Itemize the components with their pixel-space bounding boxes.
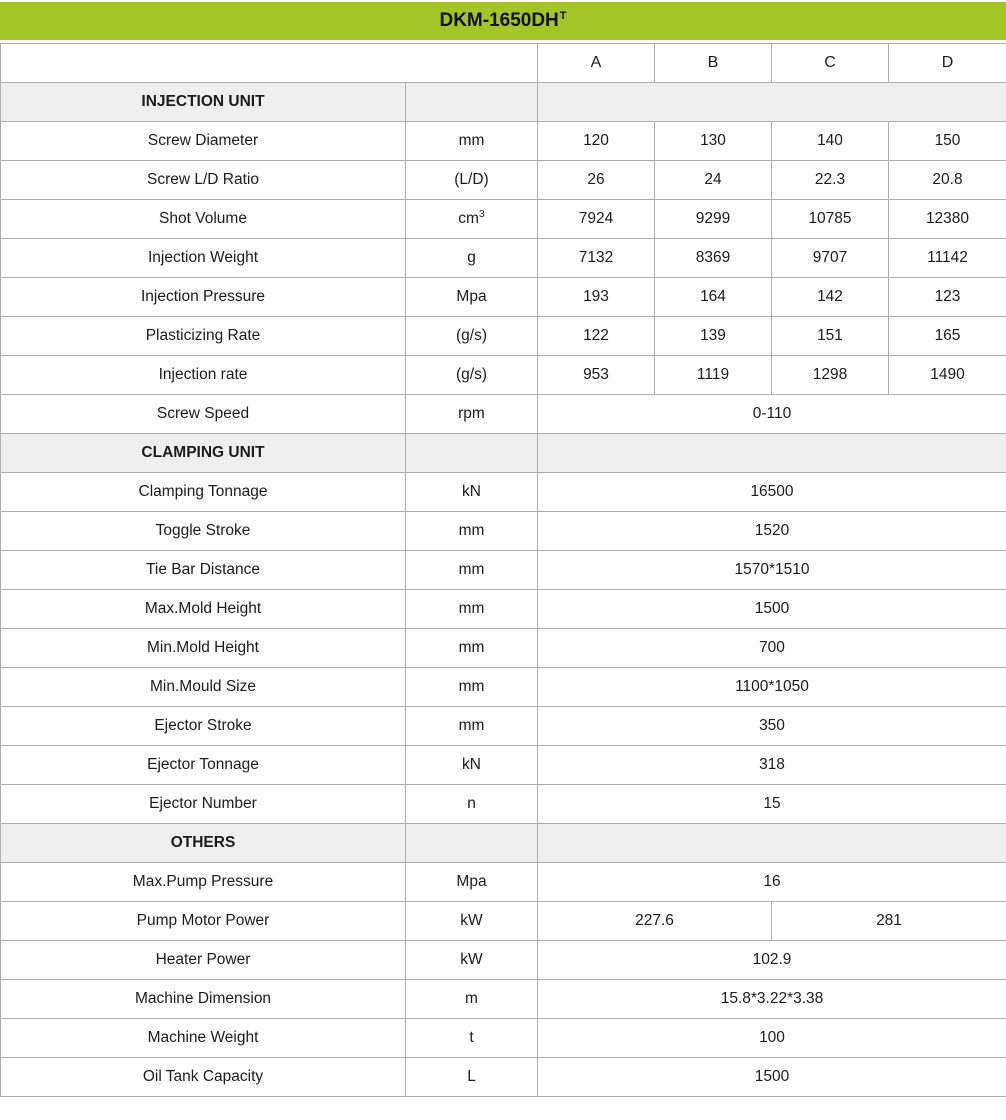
- section-header-row: [1, 434, 1006, 473]
- spec-row: [1, 746, 1006, 785]
- unit-text: (g/s): [456, 327, 487, 344]
- param-label: Machine Weight: [1, 1019, 406, 1058]
- spec-table-body: [1, 44, 1006, 1097]
- value-cell: 9299: [655, 200, 772, 239]
- unit-cell: [406, 512, 538, 551]
- value-cell: 142: [772, 278, 889, 317]
- unit-text: mm: [458, 132, 485, 149]
- param-label: Screw Speed: [1, 395, 406, 434]
- unit-cell: [406, 941, 538, 980]
- unit-cell: [406, 863, 538, 902]
- value-cell: 10785: [772, 200, 889, 239]
- unit-text: kW: [460, 912, 483, 929]
- param-label: Heater Power: [1, 941, 406, 980]
- value-cell: 1500: [538, 1058, 1006, 1097]
- value-cell: 1570*1510: [538, 551, 1006, 590]
- value-cell: 1100*1050: [538, 668, 1006, 707]
- param-label: Shot Volume: [1, 200, 406, 239]
- section-spacer: [538, 83, 1006, 122]
- value-cell: 24: [655, 161, 772, 200]
- unit-text: mm: [458, 561, 485, 578]
- unit-text: kW: [460, 951, 483, 968]
- unit-cell: [406, 668, 538, 707]
- table-title: [0, 2, 1006, 40]
- unit-text: rpm: [458, 405, 485, 422]
- unit-cell: [406, 629, 538, 668]
- section-title: OTHERS: [1, 824, 406, 863]
- unit-cell: [406, 239, 538, 278]
- spec-table: [0, 43, 1006, 1097]
- section-spacer: [406, 83, 538, 122]
- param-label: Tie Bar Distance: [1, 551, 406, 590]
- spec-row: [1, 200, 1006, 239]
- value-cell: 151: [772, 317, 889, 356]
- column-header-b: B: [655, 44, 772, 83]
- value-cell: 164: [655, 278, 772, 317]
- value-cell: 123: [889, 278, 1006, 317]
- param-label: Clamping Tonnage: [1, 473, 406, 512]
- param-label: Ejector Tonnage: [1, 746, 406, 785]
- unit-text: mm: [458, 717, 485, 734]
- unit-text: t: [469, 1029, 474, 1046]
- spec-row: [1, 356, 1006, 395]
- unit-text: mm: [458, 639, 485, 656]
- unit-text: cm: [458, 210, 479, 227]
- param-label: Injection rate: [1, 356, 406, 395]
- value-cell: 15: [538, 785, 1006, 824]
- spec-row: [1, 122, 1006, 161]
- model-name: DKM-1650DH: [439, 10, 559, 31]
- unit-text: mm: [458, 600, 485, 617]
- value-cell: 26: [538, 161, 655, 200]
- section-spacer: [406, 434, 538, 473]
- value-cell: 227.6: [538, 902, 772, 941]
- value-cell: 1298: [772, 356, 889, 395]
- unit-text: g: [467, 249, 476, 266]
- corner-cell: [1, 44, 538, 83]
- spec-row: [1, 980, 1006, 1019]
- value-cell: 15.8*3.22*3.38: [538, 980, 1006, 1019]
- section-header-row: [1, 83, 1006, 122]
- value-cell: 953: [538, 356, 655, 395]
- param-label: Oil Tank Capacity: [1, 1058, 406, 1097]
- param-label: Injection Pressure: [1, 278, 406, 317]
- column-header-d: D: [889, 44, 1006, 83]
- unit-cell: [406, 200, 538, 239]
- unit-cell: [406, 1019, 538, 1058]
- value-cell: 122: [538, 317, 655, 356]
- unit-cell: [406, 161, 538, 200]
- value-cell: 1490: [889, 356, 1006, 395]
- spec-row: [1, 317, 1006, 356]
- spec-row: [1, 551, 1006, 590]
- unit-cell: [406, 902, 538, 941]
- value-cell: 16: [538, 863, 1006, 902]
- spec-row: [1, 1058, 1006, 1097]
- column-header-c: C: [772, 44, 889, 83]
- unit-superscript: 3: [478, 207, 485, 220]
- value-cell: 1500: [538, 590, 1006, 629]
- spec-row: [1, 590, 1006, 629]
- section-title: CLAMPING UNIT: [1, 434, 406, 473]
- value-cell: 140: [772, 122, 889, 161]
- column-header-a: A: [538, 44, 655, 83]
- column-header-row: [1, 44, 1006, 83]
- param-label: Screw Diameter: [1, 122, 406, 161]
- value-cell: 165: [889, 317, 1006, 356]
- value-cell: 1119: [655, 356, 772, 395]
- spec-row: [1, 278, 1006, 317]
- spec-row: [1, 629, 1006, 668]
- param-label: Pump Motor Power: [1, 902, 406, 941]
- unit-text: mm: [458, 522, 485, 539]
- spec-row: [1, 239, 1006, 278]
- value-cell: 100: [538, 1019, 1006, 1058]
- value-cell: 120: [538, 122, 655, 161]
- param-label: Min.Mold Height: [1, 629, 406, 668]
- param-label: Min.Mould Size: [1, 668, 406, 707]
- spec-row: [1, 668, 1006, 707]
- spec-row: [1, 512, 1006, 551]
- unit-text: Mpa: [456, 288, 487, 305]
- unit-cell: [406, 746, 538, 785]
- section-spacer: [538, 824, 1006, 863]
- unit-cell: [406, 122, 538, 161]
- spec-row: [1, 902, 1006, 941]
- section-spacer: [538, 434, 1006, 473]
- section-spacer: [406, 824, 538, 863]
- value-cell: 7924: [538, 200, 655, 239]
- unit-text: kN: [462, 756, 481, 773]
- param-label: Ejector Stroke: [1, 707, 406, 746]
- unit-cell: [406, 785, 538, 824]
- unit-cell: [406, 1058, 538, 1097]
- spec-row: [1, 707, 1006, 746]
- value-cell: 8369: [655, 239, 772, 278]
- value-cell: 150: [889, 122, 1006, 161]
- spec-row: [1, 395, 1006, 434]
- param-label: Screw L/D Ratio: [1, 161, 406, 200]
- value-cell: 193: [538, 278, 655, 317]
- param-label: Machine Dimension: [1, 980, 406, 1019]
- value-cell: 20.8: [889, 161, 1006, 200]
- spec-row: [1, 863, 1006, 902]
- unit-cell: [406, 356, 538, 395]
- unit-text: (L/D): [454, 171, 489, 188]
- unit-text: mm: [458, 678, 485, 695]
- value-cell: 139: [655, 317, 772, 356]
- unit-cell: [406, 590, 538, 629]
- unit-cell: [406, 317, 538, 356]
- param-label: Max.Pump Pressure: [1, 863, 406, 902]
- unit-text: (g/s): [456, 366, 487, 383]
- value-cell: 11142: [889, 239, 1006, 278]
- value-cell: 130: [655, 122, 772, 161]
- spec-row: [1, 785, 1006, 824]
- unit-cell: [406, 980, 538, 1019]
- unit-text: Mpa: [456, 873, 487, 890]
- param-label: Max.Mold Height: [1, 590, 406, 629]
- spec-row: [1, 1019, 1006, 1058]
- spec-row: [1, 161, 1006, 200]
- unit-cell: [406, 551, 538, 590]
- unit-cell: [406, 707, 538, 746]
- param-label: Ejector Number: [1, 785, 406, 824]
- unit-cell: [406, 395, 538, 434]
- value-cell: 1520: [538, 512, 1006, 551]
- value-cell: 16500: [538, 473, 1006, 512]
- param-label: Plasticizing Rate: [1, 317, 406, 356]
- value-cell: 700: [538, 629, 1006, 668]
- section-header-row: [1, 824, 1006, 863]
- value-cell: 318: [538, 746, 1006, 785]
- value-cell: 22.3: [772, 161, 889, 200]
- value-cell: 9707: [772, 239, 889, 278]
- param-label: Toggle Stroke: [1, 512, 406, 551]
- unit-text: n: [467, 795, 476, 812]
- value-cell: 281: [772, 902, 1006, 941]
- spec-row: [1, 941, 1006, 980]
- unit-text: kN: [462, 483, 481, 500]
- section-title: INJECTION UNIT: [1, 83, 406, 122]
- value-cell: 7132: [538, 239, 655, 278]
- unit-text: L: [467, 1068, 476, 1085]
- unit-text: m: [465, 990, 478, 1007]
- spec-row: [1, 473, 1006, 512]
- unit-cell: [406, 473, 538, 512]
- value-cell: 102.9: [538, 941, 1006, 980]
- unit-cell: [406, 278, 538, 317]
- value-cell: 12380: [889, 200, 1006, 239]
- model-superscript: T: [559, 9, 567, 22]
- value-cell: 350: [538, 707, 1006, 746]
- value-cell: 0-110: [538, 395, 1006, 434]
- param-label: Injection Weight: [1, 239, 406, 278]
